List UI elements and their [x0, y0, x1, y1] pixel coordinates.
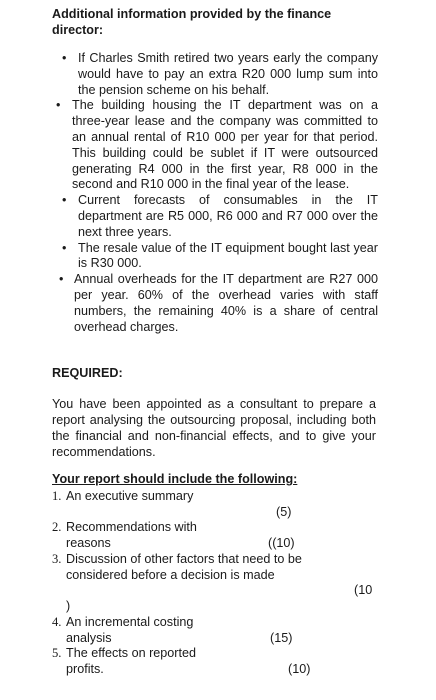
bullet-marker: • — [56, 98, 61, 113]
item-text: The effects on reported — [66, 646, 196, 660]
item-text: An incremental costing — [66, 615, 194, 629]
section-heading: Additional information provided by the finance director: — [52, 7, 332, 37]
item-text-line2: considered before a decision is made — [66, 568, 275, 582]
item-text: Discussion of other factors that need to be — [66, 552, 302, 566]
bullet-item — [58, 98, 378, 193]
item-number: 4. — [52, 615, 62, 629]
item-marks: (15) — [270, 631, 293, 645]
bullet-marker: • — [62, 193, 67, 208]
item-marks: (5) — [276, 505, 292, 519]
bullet-item — [58, 241, 378, 273]
item-marks-tail: ) — [66, 599, 71, 613]
item-text-line2: reasons — [66, 536, 111, 550]
bullet-text: The resale value of the IT equipment bought last year is R30 000. — [78, 240, 378, 271]
bullet-text: If Charles Smith retired two years early the company would have to pay an extra R20 000 lump sum into the pension scheme on his behalf. — [78, 51, 378, 97]
item-text-line2: profits. — [66, 662, 104, 676]
item-text: Recommendations with — [66, 520, 197, 534]
bullet-item — [58, 193, 378, 240]
item-marks: (10 — [354, 583, 373, 597]
item-number: 3. — [52, 552, 62, 566]
item-number: 5. — [52, 646, 62, 660]
bullet-marker: • — [59, 272, 64, 287]
required-label: REQUIRED: — [52, 366, 123, 380]
item-number: 1. — [52, 489, 62, 503]
bullet-text: Annual overheads for the IT department are R27 000 per year. 60% of the overhead varies with staff numbers, the remaining 40% is a share of central overhead charges. — [74, 272, 378, 334]
item-marks: (10) — [288, 662, 311, 676]
report-heading: Your report should include the following: — [52, 472, 298, 486]
bullet-text: Current forecasts of consumables in the IT department are R5 000, R6 000 and R7 000 over the next three years. — [78, 193, 378, 239]
bullet-marker: • — [62, 51, 67, 65]
item-text-line2: analysis — [66, 631, 112, 645]
item-number: 2. — [52, 520, 62, 534]
item-marks: ((10) — [268, 536, 295, 550]
bullet-item — [58, 51, 378, 98]
required-paragraph: You have been appointed as a consultant to prepare a report analysing the outsourcing proposal, including both the financial and non-financial effects, and to give your recommendations. — [52, 397, 376, 459]
bullet-item — [58, 272, 378, 335]
bullet-text: The building housing the IT department was on a three-year lease and the company was committed to an annual rental of R10 000 per year for that period. This building could be sublet if IT were outsourced generating R4 000 in the first year, R8 000 in the second and R10 000 in the final year of the lease. — [72, 98, 378, 192]
bullet-list — [58, 51, 378, 335]
item-text: An executive summary — [66, 489, 194, 503]
bullet-marker: • — [62, 240, 67, 255]
